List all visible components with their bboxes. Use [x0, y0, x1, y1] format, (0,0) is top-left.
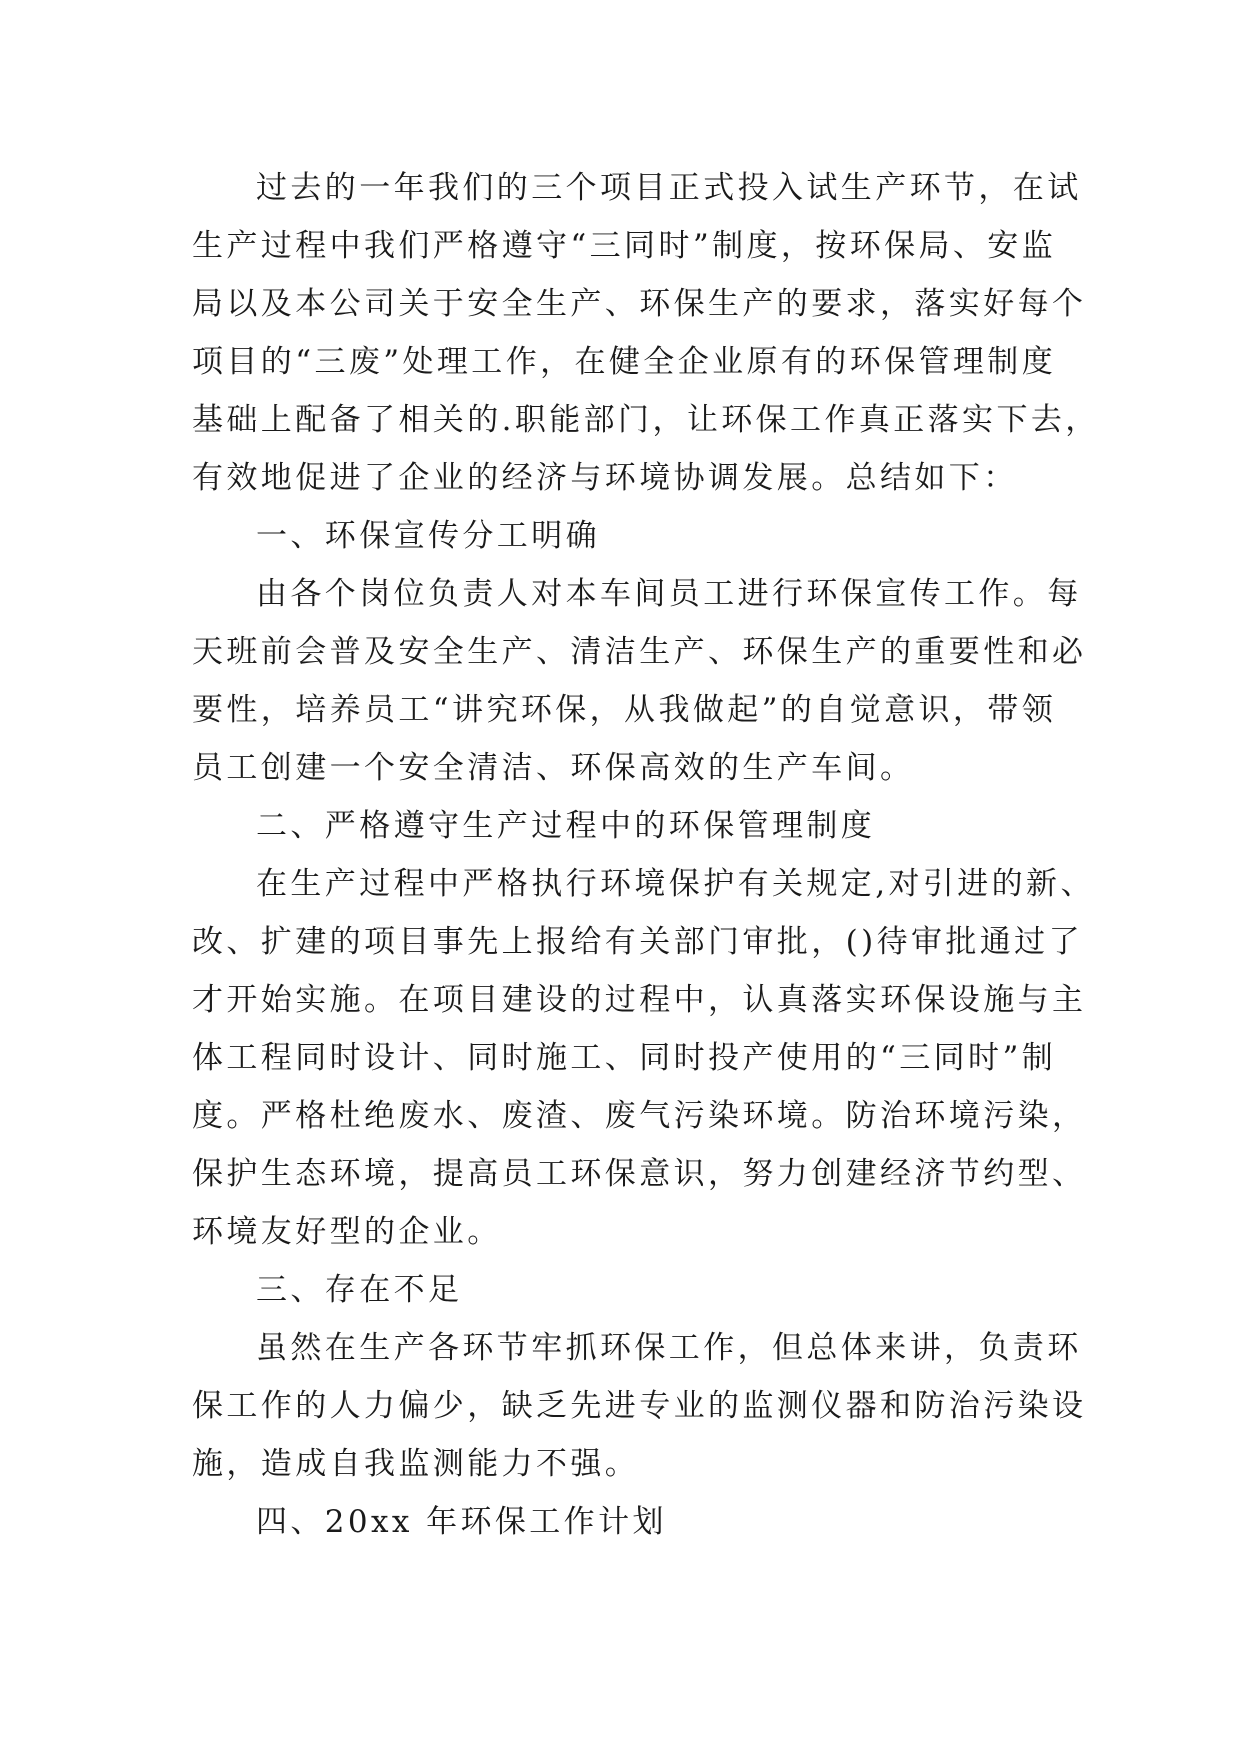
section1-paragraph-line-3: 要性，培养员工“讲究环保，从我做起”的自觉意识，带领 [192, 692, 1057, 728]
section3-paragraph-line-2: 保工作的人力偏少，缺乏先进专业的监测仪器和防治污染设 [192, 1388, 1087, 1424]
section-heading-1: 一、环保宣传分工明确 [256, 518, 600, 554]
section2-paragraph-line-3: 才开始实施。在项目建设的过程中，认真落实环保设施与主 [192, 982, 1087, 1018]
intro-paragraph-line-2: 生产过程中我们严格遵守“三同时”制度，按环保局、安监 [192, 228, 1057, 264]
section-heading-4: 四、20xx 年环保工作计划 [256, 1504, 667, 1540]
section1-paragraph-line-4: 员工创建一个安全清洁、环保高效的生产车间。 [192, 750, 915, 786]
section1-paragraph-line-1: 由各个岗位负责人对本车间员工进行环保宣传工作。每 [256, 576, 1082, 612]
intro-paragraph-line-5: 基础上配备了相关的.职能部门，让环保工作真正落实下去， [192, 402, 1100, 438]
section2-paragraph-line-4: 体工程同时设计、同时施工、同时投产使用的“三同时”制 [192, 1040, 1057, 1076]
intro-paragraph-line-3: 局以及本公司关于安全生产、环保生产的要求，落实好每个 [192, 286, 1087, 322]
section2-paragraph-line-5: 度。严格杜绝废水、废渣、废气污染环境。防治环境污染， [192, 1098, 1087, 1134]
section2-paragraph-line-1: 在生产过程中严格执行环境保护有关规定,对引进的新、 [256, 866, 1095, 902]
section2-paragraph-line-2: 改、扩建的项目事先上报给有关部门审批，()待审批通过了 [192, 924, 1083, 960]
intro-paragraph-line-6: 有效地促进了企业的经济与环境协调发展。总结如下： [192, 460, 1018, 496]
section2-paragraph-line-7: 环境友好型的企业。 [192, 1214, 502, 1250]
section3-paragraph-line-3: 施，造成自我监测能力不强。 [192, 1446, 640, 1482]
section-heading-3: 三、存在不足 [256, 1272, 463, 1308]
section2-paragraph-line-6: 保护生态环境，提高员工环保意识，努力创建经济节约型、 [192, 1156, 1087, 1192]
intro-paragraph-line-4: 项目的“三废”处理工作，在健全企业原有的环保管理制度 [192, 344, 1057, 380]
section1-paragraph-line-2: 天班前会普及安全生产、清洁生产、环保生产的重要性和必 [192, 634, 1087, 670]
section-heading-2: 二、严格遵守生产过程中的环保管理制度 [256, 808, 876, 844]
section3-paragraph-line-1: 虽然在生产各环节牢抓环保工作，但总体来讲，负责环 [256, 1330, 1082, 1366]
intro-paragraph-line-1: 过去的一年我们的三个项目正式投入试生产环节，在试 [256, 170, 1082, 206]
